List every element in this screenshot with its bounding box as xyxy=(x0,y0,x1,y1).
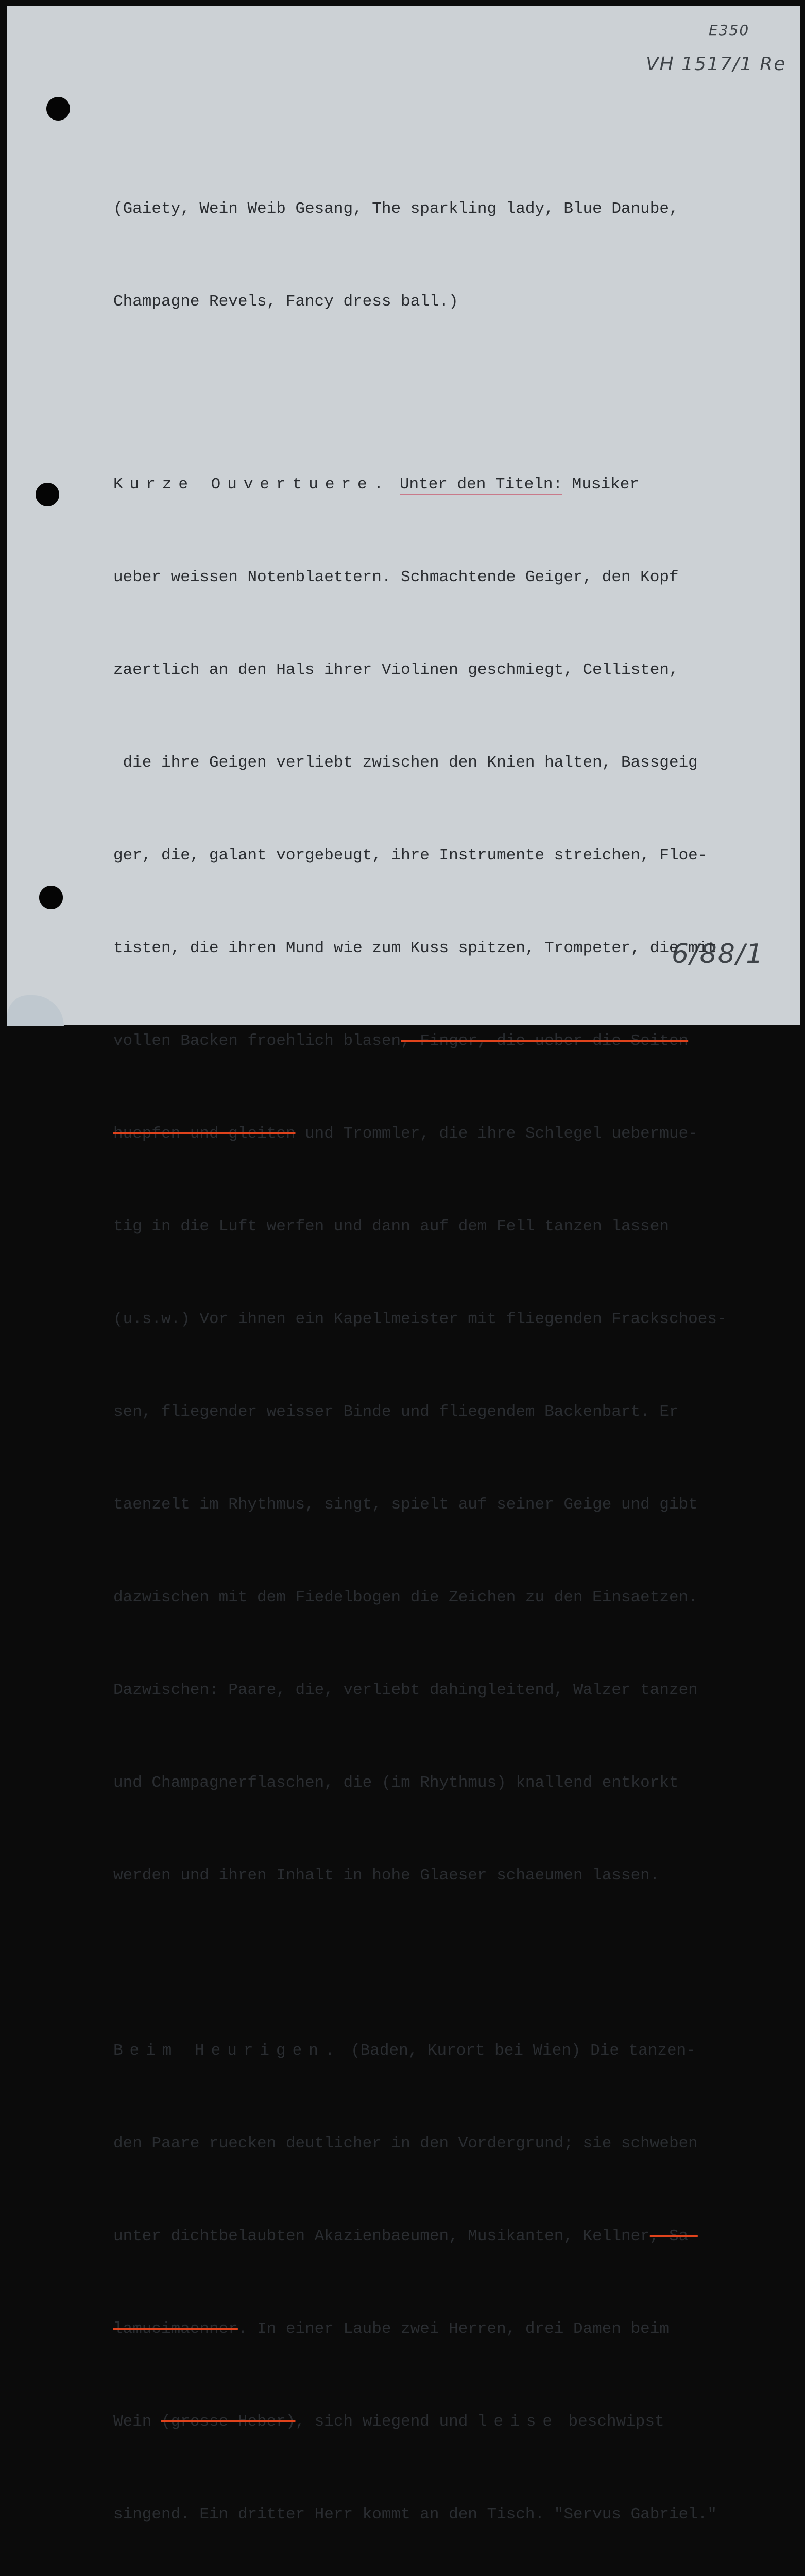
line: (Gaiety, Wein Weib Gesang, The sparkling lady, Blue Danube, xyxy=(113,200,679,218)
line: taenzelt im Rhythmus, singt, spielt auf seiner Geige und gibt xyxy=(113,1496,698,1514)
line: Beim Heurigen. (Baden, Kurort bei Wien) Die tanzen- xyxy=(113,2042,696,2060)
line: dazwischen mit dem Fiedelbogen die Zeichen zu den Einsaetzen. xyxy=(113,1588,698,1606)
line: tisten, die ihren Mund wie zum Kuss spitzen, Trompeter, die mit xyxy=(113,939,717,957)
underlined-text: Unter den Titeln: xyxy=(399,476,563,494)
section-heading: Beim Heurigen. xyxy=(113,2042,341,2060)
line: zaertlich an den Hals ihrer Violinen geschmiegt, Cellisten, xyxy=(113,661,679,679)
line: unter dichtbelaubten Akazienbaeumen, Musikanten, Kellner, Sa- xyxy=(113,2227,698,2245)
line: ger, die, galant vorgebeugt, ihre Instrumente streichen, Floe- xyxy=(113,846,708,865)
document-page xyxy=(7,6,800,2523)
line: tig in die Luft werfen und dann auf dem Fell tanzen lassen xyxy=(113,1217,669,1235)
line: huepfen und gleiten und Trommler, die ihre Schlegel uebermue- xyxy=(113,1125,698,1143)
line: vollen Backen froehlich blasen, Finger, die ueber die Seiten xyxy=(113,1032,689,1050)
line: werden und ihren Inhalt in hohe Glaeser schaeumen lassen. xyxy=(113,1867,660,1885)
line: die ihre Geigen verliebt zwischen den Knien halten, Bassgeig xyxy=(113,754,698,772)
typewritten-text xyxy=(113,132,783,2576)
line: lamucimaenner. In einer Laube zwei Herren, drei Damen beim xyxy=(113,2320,669,2338)
line: singend. Ein dritter Herr kommt an den Tisch. "Servus Gabriel." xyxy=(113,2505,717,2523)
page-number-handwritten: 6/88/1 xyxy=(672,939,764,970)
catalog-number: VH 1517/1 Re xyxy=(646,54,786,75)
struck-text: (grosse Heber) xyxy=(161,2413,296,2431)
section-heading: Kurze Ouvertuere. xyxy=(113,476,390,494)
struck-text: huepfen und gleiten xyxy=(113,1125,296,1143)
struck-text: lamucimaenner xyxy=(113,2320,238,2338)
struck-text: , Sa- xyxy=(649,2227,698,2245)
line: Wein (grosse Heber), sich wiegend und leise beschwipst xyxy=(113,2413,664,2431)
archive-code: E350 xyxy=(709,22,750,39)
line: Dazwischen: Paare, die, verliebt dahingleitend, Walzer tanzen xyxy=(113,1681,698,1699)
line: sen, fliegender weisser Binde und fliegendem Backenbart. Er xyxy=(113,1403,679,1421)
punch-hole-bottom xyxy=(39,886,63,909)
line: Champagne Revels, Fancy dress ball.) xyxy=(113,293,458,311)
line: (u.s.w.) Vor ihnen ein Kapellmeister mit fliegenden Frackschoes- xyxy=(113,1310,727,1328)
paper-stain xyxy=(7,995,64,1026)
line: und Champagnerflaschen, die (im Rhythmus) knallend entkorkt xyxy=(113,1774,679,1792)
line: den Paare ruecken deutlicher in den Vordergrund; sie schweben xyxy=(113,2134,698,2153)
punch-hole-middle xyxy=(36,483,59,506)
line: Kurze Ouvertuere. Unter den Titeln: Musiker xyxy=(113,476,639,494)
punch-hole-top xyxy=(46,97,70,121)
struck-text: , Finger, die ueber die Seiten xyxy=(401,1032,689,1050)
line: ueber weissen Notenblaettern. Schmachtende Geiger, den Kopf xyxy=(113,568,679,586)
